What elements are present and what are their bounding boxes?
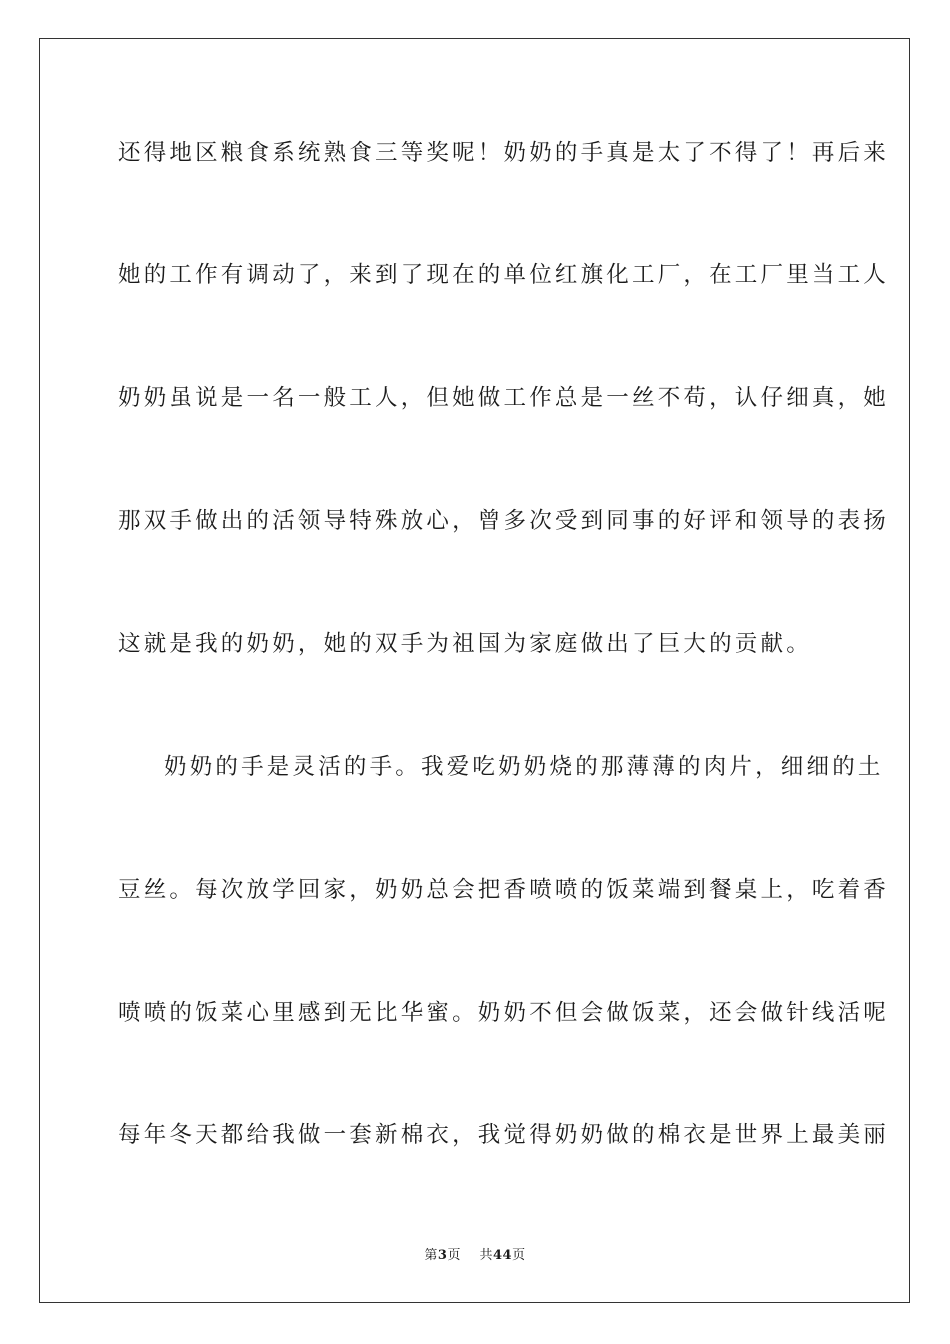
- text-line-3: 奶奶虽说是一名一般工人，但她做工作总是一丝不苟，认仔细真，她: [118, 385, 890, 411]
- text-line-4: 那双手做出的活领导特殊放心，曾多次受到同事的好评和领导的表扬: [118, 508, 890, 534]
- page-label-prefix: 第: [424, 1248, 438, 1263]
- page-frame: [39, 38, 910, 1303]
- text-line-9: 每年冬天都给我做一套新棉衣，我觉得奶奶做的棉衣是世界上最美丽: [118, 1122, 890, 1148]
- text-line-1: 还得地区粮食系统熟食三等奖呢！奶奶的手真是太了不得了！再后来: [118, 140, 890, 166]
- page-label-suffix: 页: [447, 1248, 461, 1263]
- page-number: 3: [437, 1248, 448, 1263]
- total-pages: 44: [493, 1248, 513, 1263]
- text-line-7: 豆丝。每次放学回家，奶奶总会把香喷喷的饭菜端到餐桌上，吃着香: [118, 877, 890, 903]
- page-footer: [0, 1247, 950, 1265]
- total-label-prefix: 共: [479, 1248, 493, 1263]
- paragraph-first-line: 奶奶的手是灵活的手。我爱吃奶奶烧的那薄薄的肉片，细细的土: [164, 754, 884, 780]
- text-line-2: 她的工作有调动了，来到了现在的单位红旗化工厂，在工厂里当工人: [118, 262, 890, 288]
- total-label-suffix: 页: [512, 1248, 526, 1263]
- text-line-5: 这就是我的奶奶，她的双手为祖国为家庭做出了巨大的贡献。: [118, 631, 812, 657]
- text-line-8: 喷喷的饭菜心里感到无比华蜜。奶奶不但会做饭菜，还会做针线活呢: [118, 1000, 890, 1026]
